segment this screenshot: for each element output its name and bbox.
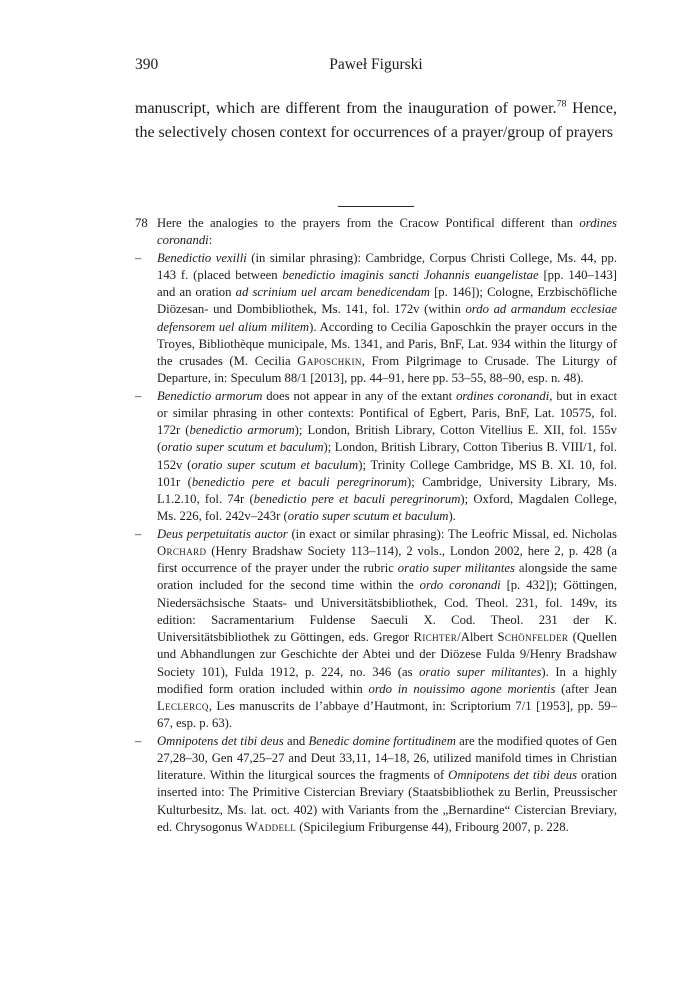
- text-segment: /Albert: [457, 630, 498, 644]
- text-segment: ); Oxford, Magdalen College, Ms. 226, fol. 242v–243r (: [157, 492, 618, 524]
- text-segment: (after Jean: [555, 681, 617, 696]
- text-segment: ); London, British Library, Cotton Vitellius E. XII, fol. 155v (: [157, 423, 617, 455]
- text-segment: Here the analogies to the prayers from the Cracow Pontifical different than: [157, 216, 580, 230]
- smallcaps-author-name: Leclercq: [157, 699, 209, 713]
- running-header: [135, 55, 617, 75]
- italic-text: Deus perpetuitatis auctor: [157, 526, 288, 541]
- footnote-separator: [338, 206, 414, 207]
- footnote-intro-text: [157, 215, 617, 250]
- footnote-item-text: [157, 388, 617, 526]
- text-segment: :: [208, 233, 213, 248]
- text-segment: [p. 146]); Cologne, Erzbischöfliche Diözesan- und Dombibliothek, Ms. 141, fol. 172v (within: [157, 285, 617, 317]
- text-segment: are the modified quotes of Gen 27,28–30, Gen 47,25–27 and Deut 33,11, 14–18, 26, utilized manifold times in Christian literature. Within the liturgical sources the fragments of: [157, 733, 617, 782]
- text-segment: ). In a highly modified form oration included within: [157, 664, 617, 696]
- italic-text: ordines coronandi: [157, 216, 617, 248]
- footnote-reference: 78: [556, 98, 567, 110]
- text-segment: (Quellen und Abhandlungen zur Geschichte der Abtei und der Diözese Fulda 9/Henry Bradshaw Society 101), Fulda 1912, p. 224, no. 346 (as: [157, 630, 617, 679]
- italic-text: oratio super militantes: [419, 664, 542, 679]
- text-segment: Hence, the selectively chosen context for occurrences of a prayer/group of prayers: [135, 100, 617, 141]
- page-number: 390: [135, 56, 159, 73]
- text-segment: ); Trinity College Cambridge, MS B. XI. 10, fol. 101r (: [157, 457, 617, 489]
- footnote-item-dash: –: [135, 250, 142, 265]
- footnote-item: [135, 388, 617, 526]
- footnote-item-text: [157, 526, 617, 733]
- text-segment: (in exact or similar phrasing): The Leofric Missal, ed. Nicholas: [287, 526, 617, 541]
- italic-text: Omnipotens det tibi deus: [448, 768, 578, 782]
- italic-text: ad scrinium uel arcam benedicendam: [235, 285, 430, 299]
- text-segment: oration inserted into: The Primitive Cistercian Breviary (Staatsbibliothek zu Berlin, Preussischer Kulturbesitz, Ms. lat. oct. 402) with Variants from the „Bernardine“ Cistercian Breviary, ed. Chrysogonus: [157, 768, 617, 834]
- text-segment: and: [283, 733, 309, 748]
- footnote-number: 78: [135, 216, 148, 230]
- text-segment: [pp. 140–143] and an oration: [157, 267, 618, 299]
- text-segment: ). According to Cecilia Gaposchkin the prayer occurs in the Troyes, Bibliothèque municipale, Ms. 1341, and Paris, BnF, Lat. 934 within the liturgy of the crusades (M. Cecilia: [157, 319, 617, 368]
- italic-text: oratio super scutum et baculum: [287, 509, 449, 524]
- italic-text: Omnipotens det tibi deus: [157, 733, 284, 748]
- footnote-item: [135, 733, 617, 837]
- italic-text: benedictio pere et baculi peregrinorum: [253, 492, 461, 506]
- text-segment: [p. 432]); Göttingen, Niedersächsische Staats- und Universitätsbibliothek, Cod. Theol. 231, fol. 149v, its edition: Sacramentarium Fuldense Saeculi X. Cod. Theol. 231 der K. Universitätsbibliothek zu Göttingen, eds. Gregor: [157, 578, 617, 644]
- footnote-78: [135, 215, 617, 836]
- text-segment: manuscript, which are different from the inauguration of power.: [135, 100, 557, 117]
- italic-text: ordo in nouissimo agone morientis: [368, 681, 556, 696]
- footnote-item: [135, 526, 617, 733]
- smallcaps-author-name: Orchard: [157, 543, 207, 558]
- footnote-item-text: [157, 250, 617, 388]
- body-paragraph: [135, 97, 617, 145]
- smallcaps-author-name: Richter: [413, 630, 458, 644]
- text-segment: (in similar phrasing): Cambridge, Corpus Christi College, Ms. 44, pp. 143 f. (placed between: [157, 250, 617, 282]
- italic-text: ordo coronandi: [419, 578, 501, 593]
- smallcaps-author-name: Gaposchkin: [297, 354, 362, 368]
- text-segment: (Henry Bradshaw Society 113–114), 2 vols., London 2002, here 2, p. 428 (a first occurrence of the prayer under the rubric: [157, 543, 617, 575]
- italic-text: oratio super scutum et baculum: [161, 440, 324, 455]
- footnote-item-text: [157, 733, 617, 837]
- italic-text: Benedictio armorum: [157, 388, 263, 403]
- italic-text: benedictio armorum: [189, 423, 295, 437]
- footnote-intro-row: [135, 215, 617, 250]
- smallcaps-author-name: Schönfelder: [497, 630, 569, 644]
- text-segment: , Les manuscrits de l’abbaye d’Hautmont, in: Scriptorium 7/1 [1953], pp. 59–67, esp. p. 63).: [157, 699, 617, 731]
- italic-text: ordines coronandi: [456, 388, 550, 403]
- text-segment: ).: [448, 509, 456, 524]
- text-segment: does not appear in any of the extant: [262, 388, 457, 403]
- italic-text: Benedic domine fortitudinem: [308, 733, 456, 748]
- italic-text: benedictio pere et baculi peregrinorum: [191, 474, 407, 489]
- italic-text: oratio super militantes: [397, 561, 515, 575]
- text-segment: alongside the same oration included for the second time within the: [157, 561, 617, 593]
- running-header-author: Paweł Figurski: [329, 56, 423, 73]
- italic-text: ordo ad armandum ecclesiae defensorem uel alium militem: [157, 302, 617, 334]
- italic-text: Benedictio vexilli: [157, 250, 247, 265]
- text-segment: (Spicilegium Friburgense 44), Fribourg 2007, p. 228.: [296, 819, 569, 834]
- text-segment: , From Pilgrimage to Crusade. The Liturgy of Departure, in: Speculum 88/1 [2013], pp. 44–91, here pp. 53–55, 88–90, esp. n. 48).: [157, 354, 617, 386]
- text-segment: , but in exact or similar phrasing in other contexts: Pontifical of Egbert, Paris, BnF, Lat. 10575, fol. 172r (: [157, 388, 617, 437]
- footnote-item: [135, 250, 617, 388]
- italic-text: oratio super scutum et baculum: [191, 457, 359, 472]
- smallcaps-author-name: Waddell: [245, 819, 297, 834]
- italic-text: benedictio imaginis sancti Johannis euangelistae: [282, 267, 539, 282]
- text-segment: ); Cambridge, University Library, Ms. L1.2.10, fol. 74r (: [157, 474, 618, 506]
- footnote-item-dash: –: [135, 388, 142, 403]
- footnote-item-dash: –: [135, 526, 142, 541]
- footnote-item-dash: –: [135, 733, 142, 748]
- text-segment: ); London, British Library, Cotton Tiberius B. VIII/1, fol. 152v (: [157, 440, 617, 472]
